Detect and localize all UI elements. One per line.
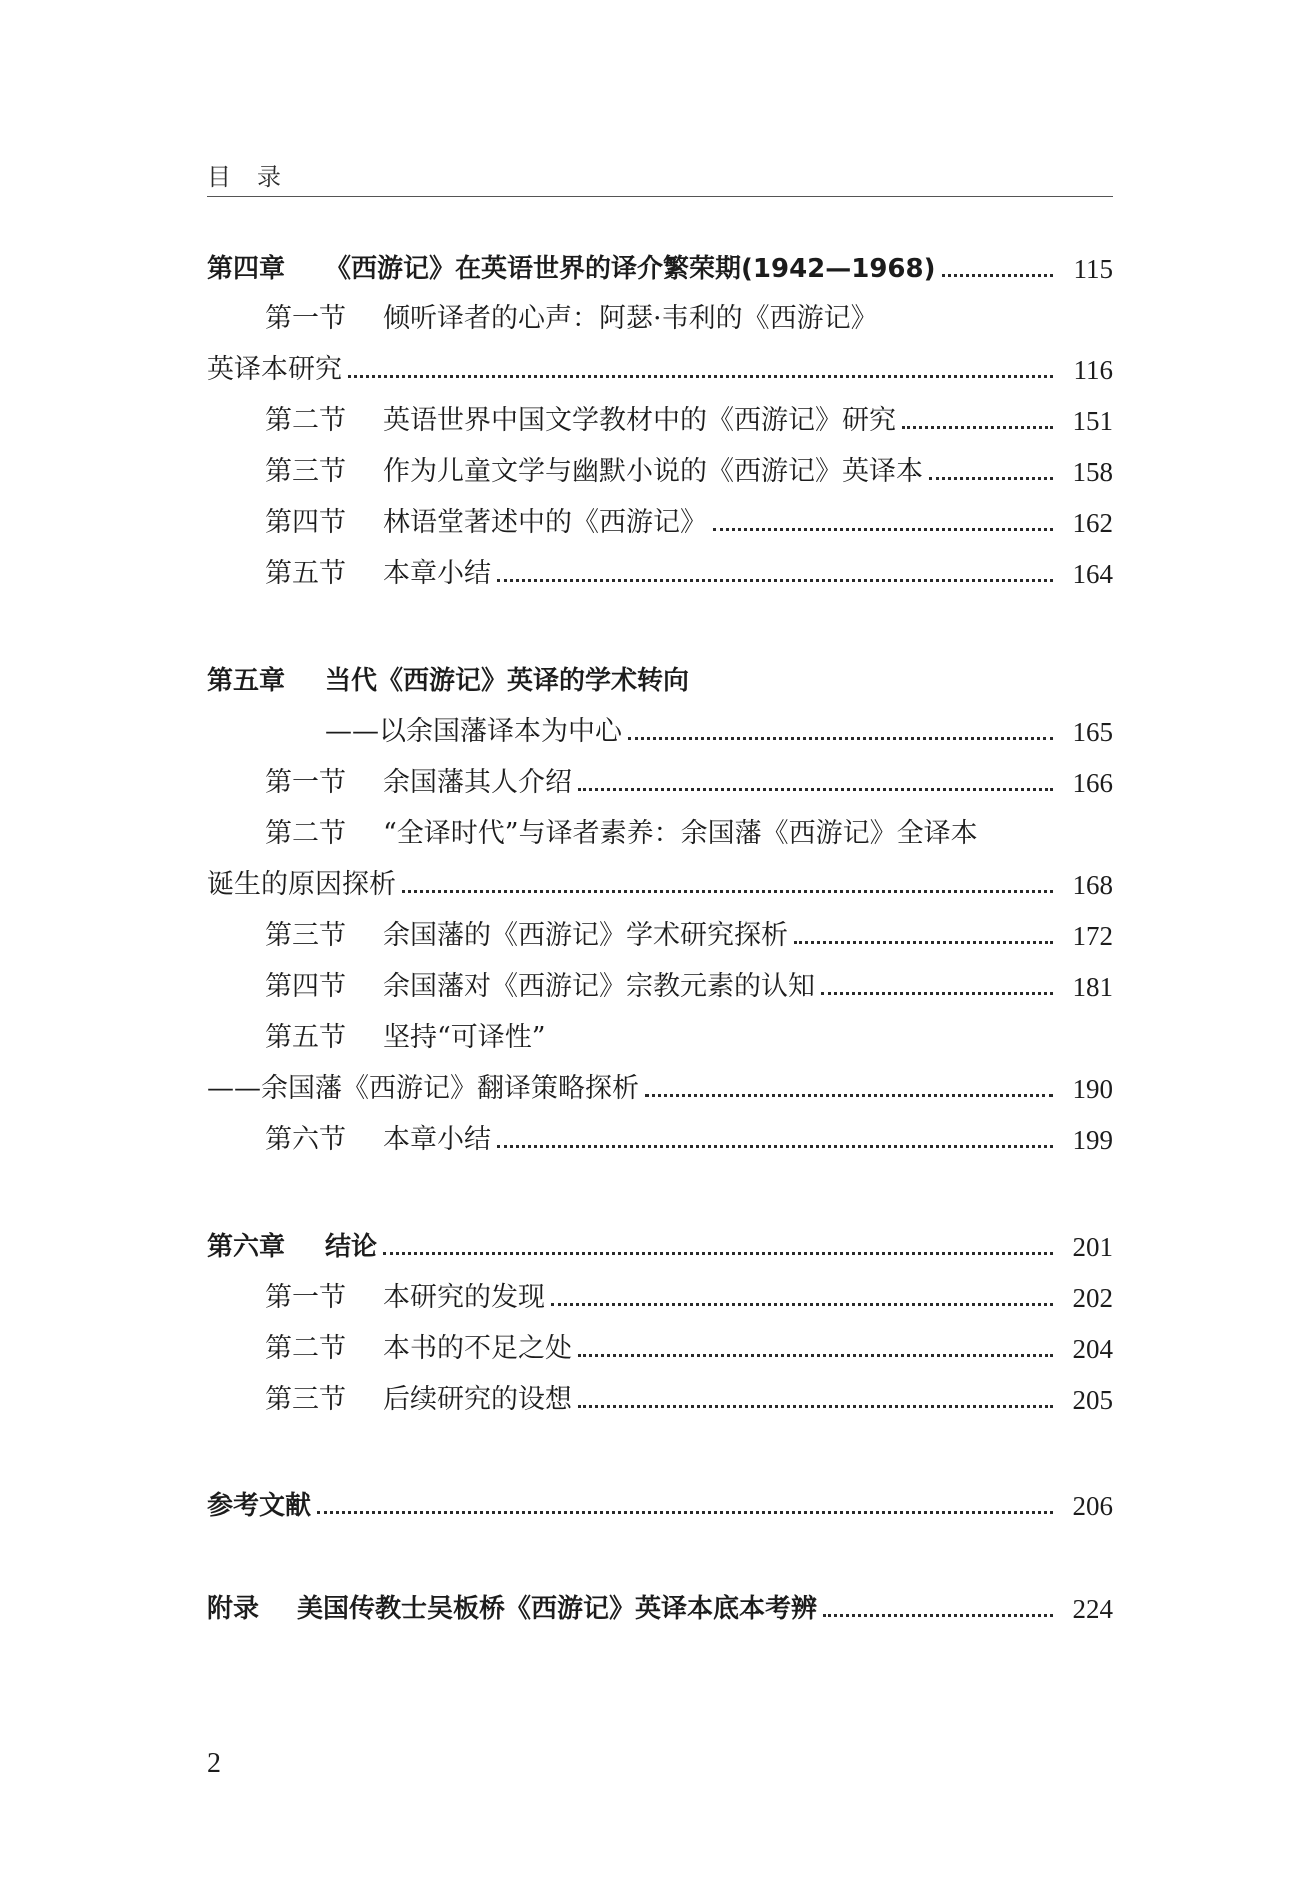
toc-entry-title: 倾听译者的心声：阿瑟·韦利的《西游记》	[383, 303, 878, 334]
toc-section-entry[interactable]	[207, 907, 1113, 953]
dot-leader	[551, 1303, 1053, 1306]
toc-entry-title: 结论	[325, 1232, 378, 1262]
toc-entry-number: 第二节	[265, 818, 346, 849]
toc-entry-title: 后续研究的设想	[383, 1384, 572, 1415]
toc-entry-title: 英译本研究	[207, 354, 342, 385]
toc-page-number: 168	[1072, 870, 1113, 900]
toc-entry-title: 本书的不足之处	[383, 1333, 572, 1364]
toc-page-number: 199	[1072, 1125, 1113, 1155]
dot-leader	[942, 274, 1054, 277]
toc-section-entry[interactable]	[207, 1320, 1113, 1366]
toc-section-entry[interactable]	[207, 443, 1113, 489]
toc-page-number: 205	[1072, 1385, 1113, 1415]
toc-entry-title: ——余国藩《西游记》翻译策略探析	[207, 1073, 639, 1104]
toc-entry-number: 第一节	[265, 303, 346, 334]
toc-entry-title: ——以余国藩译本为中心	[325, 716, 622, 747]
toc-entry-title: 美国传教士吴板桥《西游记》英译本底本考辨	[297, 1594, 818, 1624]
toc-entry-number: 第五节	[265, 1022, 346, 1053]
toc-page-number: 224	[1072, 1594, 1113, 1624]
toc-entry-number: 第五章	[207, 666, 286, 696]
toc-section-entry[interactable]	[207, 1060, 1113, 1106]
toc-page-number: 190	[1072, 1074, 1113, 1104]
page-number: 2	[207, 1748, 221, 1779]
dot-leader	[628, 737, 1053, 740]
toc-entry-number: 第一节	[265, 767, 346, 798]
toc-entry-title: 英语世界中国文学教材中的《西游记》研究	[383, 405, 896, 436]
toc-page-number: 158	[1072, 457, 1113, 487]
header-title: 目录	[207, 163, 307, 191]
dot-leader	[821, 992, 1053, 995]
toc-entry-title: “全译时代”与译者素养：余国藩《西游记》全译本	[383, 818, 978, 849]
dot-leader	[497, 1145, 1053, 1148]
toc-entry-title: 坚持“可译性”	[383, 1022, 546, 1053]
toc-chapter-entry[interactable]	[207, 1218, 1113, 1264]
dot-leader	[713, 528, 1053, 531]
toc-entry-number: 第二节	[265, 405, 346, 436]
dot-leader	[383, 1252, 1053, 1255]
toc-page-number: 151	[1072, 406, 1113, 436]
toc-chapter-entry[interactable]	[207, 240, 1113, 286]
toc-section-entry[interactable]	[207, 1371, 1113, 1417]
toc-section-entry[interactable]	[207, 290, 1113, 336]
toc-section-entry[interactable]	[207, 856, 1113, 902]
toc-page-number: 164	[1072, 559, 1113, 589]
toc-section-entry[interactable]	[207, 494, 1113, 540]
toc-entry-title: 本章小结	[383, 1124, 491, 1155]
dot-leader	[348, 375, 1053, 378]
toc-entry-title: 林语堂著述中的《西游记》	[383, 507, 707, 538]
toc-page-number: 172	[1072, 921, 1113, 951]
toc-entry-number: 第四节	[265, 507, 346, 538]
toc-section-entry[interactable]	[207, 1009, 1113, 1055]
toc-page-number: 165	[1072, 717, 1113, 747]
toc-entry-number: 第四节	[265, 971, 346, 1002]
toc-page-number: 162	[1072, 508, 1113, 538]
toc-entry-title: 参考文献	[207, 1491, 312, 1521]
toc-section-entry[interactable]	[207, 341, 1113, 387]
toc-chapter-entry[interactable]	[207, 1477, 1113, 1523]
dot-leader	[317, 1511, 1053, 1514]
toc-entry-title: 诞生的原因探析	[207, 869, 396, 900]
dot-leader	[929, 477, 1053, 480]
toc-section-entry[interactable]	[207, 754, 1113, 800]
toc-entry-title: 《西游记》在英语世界的译介繁荣期(1942—1968)	[325, 254, 936, 284]
toc-entry-title: 本研究的发现	[383, 1282, 545, 1313]
toc-entry-number: 第二节	[265, 1333, 346, 1364]
toc-entry-number: 第六节	[265, 1124, 346, 1155]
toc-entry-title: 本章小结	[383, 558, 491, 589]
toc-chapter-entry[interactable]	[207, 652, 1113, 698]
toc-page-number: 115	[1073, 254, 1113, 284]
toc-section-entry[interactable]	[207, 958, 1113, 1004]
dot-leader	[902, 426, 1053, 429]
toc-entry-title: 作为儿童文学与幽默小说的《西游记》英译本	[383, 456, 923, 487]
toc-section-entry[interactable]	[207, 805, 1113, 851]
toc-section-entry[interactable]	[207, 392, 1113, 438]
toc-chapter-entry[interactable]	[207, 1580, 1113, 1626]
toc-page-number: 116	[1073, 355, 1113, 385]
toc-entry-title: 余国藩的《西游记》学术研究探析	[383, 920, 788, 951]
dot-leader	[794, 941, 1053, 944]
toc-entry-number: 第一节	[265, 1282, 346, 1313]
toc-page-number: 202	[1072, 1283, 1113, 1313]
dot-leader	[497, 579, 1053, 582]
toc-entry-title: 当代《西游记》英译的学术转向	[325, 666, 690, 696]
dot-leader	[578, 1405, 1053, 1408]
toc-page-number: 204	[1072, 1334, 1113, 1364]
toc-page-number: 206	[1072, 1491, 1113, 1521]
toc-section-entry[interactable]	[207, 703, 1113, 749]
toc-entry-number: 第五节	[265, 558, 346, 589]
dot-leader	[823, 1614, 1053, 1617]
toc-entry-title: 余国藩其人介绍	[383, 767, 572, 798]
toc-entry-number: 第三节	[265, 456, 346, 487]
dot-leader	[578, 788, 1053, 791]
dot-leader	[578, 1354, 1053, 1357]
toc-page-number: 181	[1072, 972, 1113, 1002]
dot-leader	[645, 1094, 1053, 1097]
toc-entry-number: 第四章	[207, 254, 286, 284]
toc-entry-number: 第六章	[207, 1232, 286, 1262]
dot-leader	[402, 890, 1053, 893]
toc-entry-title: 余国藩对《西游记》宗教元素的认知	[383, 971, 815, 1002]
running-header	[207, 152, 1113, 197]
toc-entry-number: 第三节	[265, 920, 346, 951]
toc-section-entry[interactable]	[207, 1269, 1113, 1315]
toc-page-number: 201	[1072, 1232, 1113, 1262]
toc-page-number: 166	[1072, 768, 1113, 798]
toc-section-entry[interactable]	[207, 1111, 1113, 1157]
toc-entry-number: 第三节	[265, 1384, 346, 1415]
toc-section-entry[interactable]	[207, 545, 1113, 591]
toc-entry-number: 附录	[207, 1594, 260, 1624]
